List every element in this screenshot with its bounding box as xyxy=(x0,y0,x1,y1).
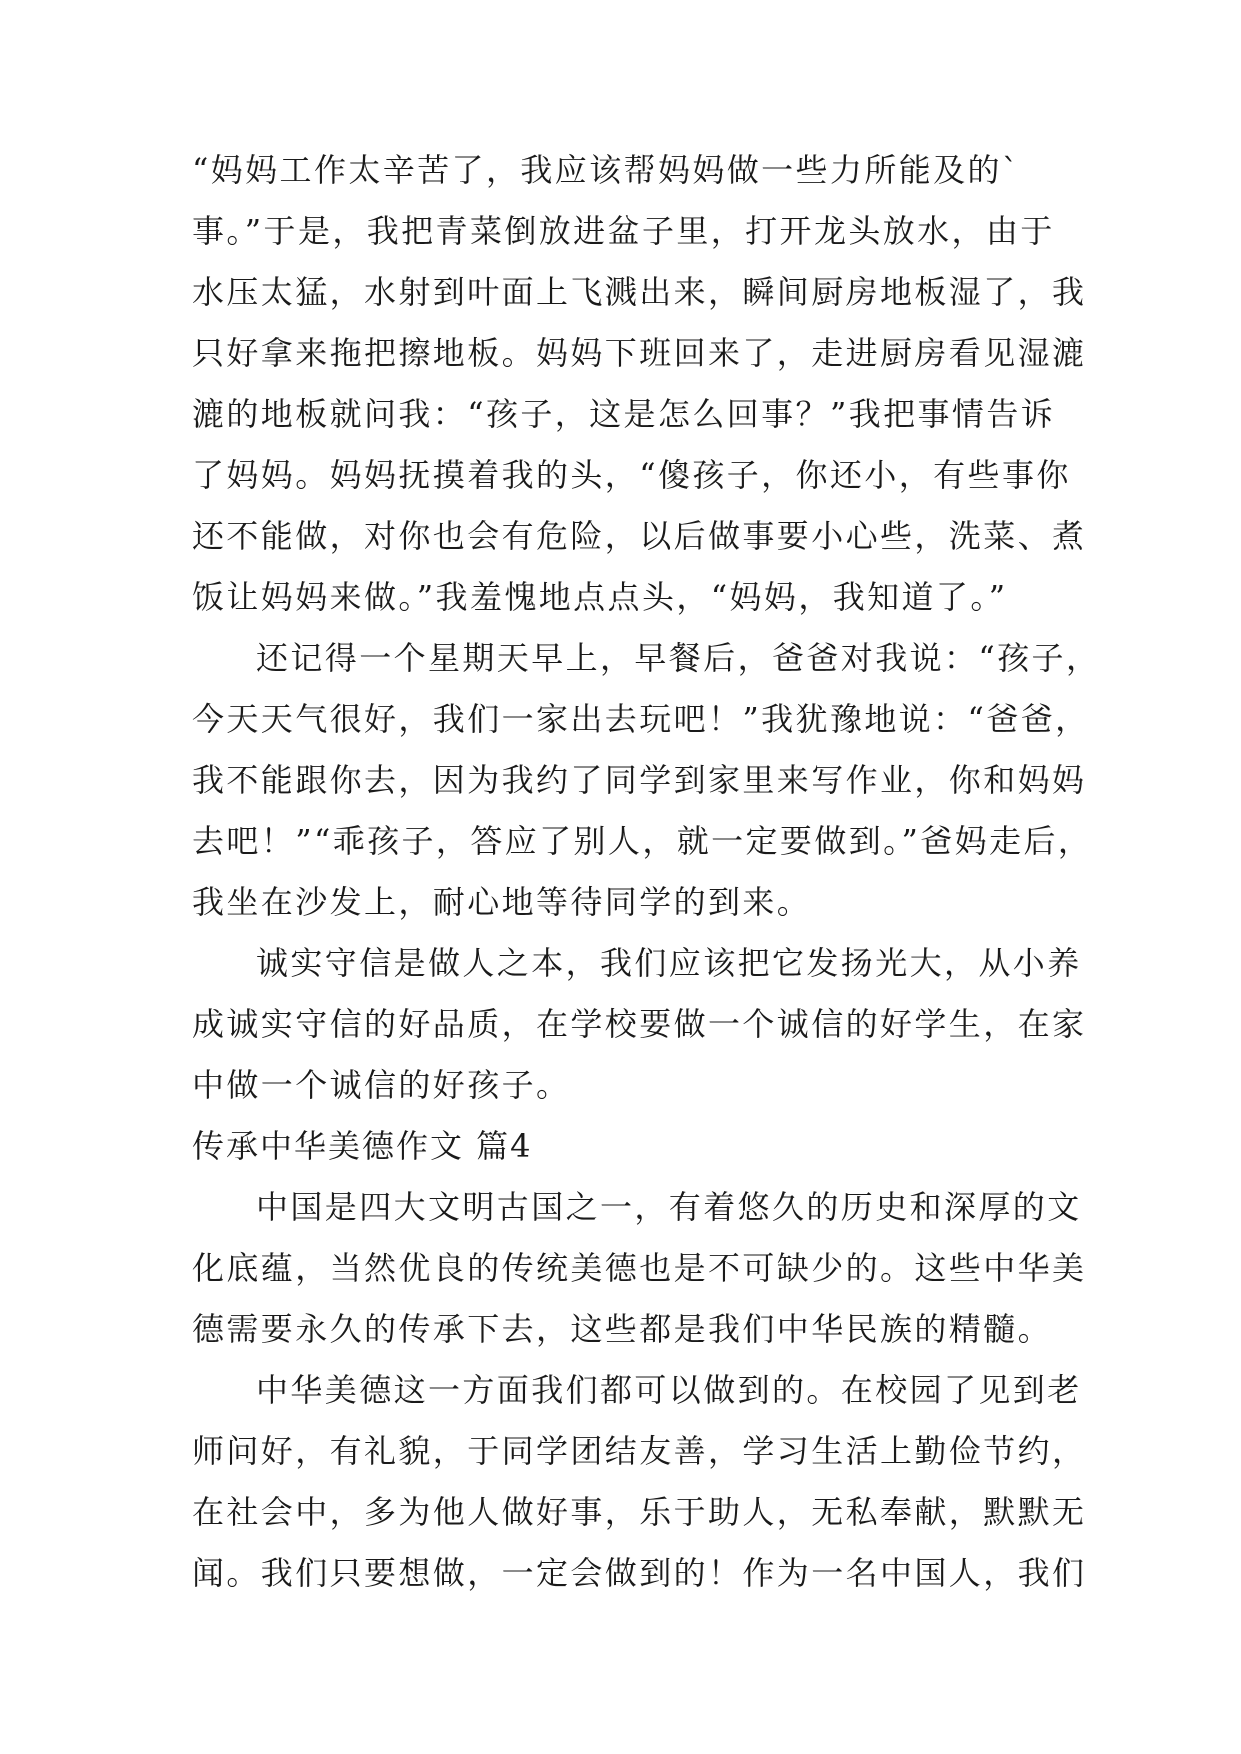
text-line: 只好拿来拖把擦地板。妈妈下班回来了，走进厨房看见湿漉 xyxy=(192,334,1087,372)
text-line: 还不能做，对你也会有危险，以后做事要小心些，洗菜、煮 xyxy=(192,517,1087,555)
text-line: “妈妈工作太辛苦了，我应该帮妈妈做一些力所能及的` xyxy=(192,151,1021,189)
text-line: 成诚实守信的好品质，在学校要做一个诚信的好学生，在家 xyxy=(192,1005,1087,1043)
text-line: 去吧！”“乖孩子，答应了别人，就一定要做到。”爸妈走后， xyxy=(192,822,1093,860)
section-heading: 传承中华美德作文 篇4 xyxy=(192,1127,533,1165)
text-line: 我坐在沙发上，耐心地等待同学的到来。 xyxy=(192,883,812,921)
text-line: 今天天气很好，我们一家出去玩吧！”我犹豫地说：“爸爸， xyxy=(192,700,1090,738)
text-line: 化底蕴，当然优良的传统美德也是不可缺少的。这些中华美 xyxy=(192,1249,1087,1287)
text-line: 中国是四大文明古国之一，有着悠久的历史和深厚的文 xyxy=(256,1188,1082,1226)
text-line: 我不能跟你去，因为我约了同学到家里来写作业，你和妈妈 xyxy=(192,761,1087,799)
text-line: 在社会中，多为他人做好事，乐于助人，无私奉献，默默无 xyxy=(192,1493,1087,1531)
text-line: 了妈妈。妈妈抚摸着我的头，“傻孩子，你还小，有些事你 xyxy=(192,456,1071,494)
text-line: 中做一个诚信的好孩子。 xyxy=(192,1066,571,1104)
text-line: 事。”于是，我把青菜倒放进盆子里，打开龙头放水，由于 xyxy=(192,212,1055,250)
text-line: 师问好，有礼貌，于同学团结友善，学习生活上勤俭节约， xyxy=(192,1432,1087,1470)
text-line: 饭让妈妈来做。”我羞愧地点点头，“妈妈，我知道了。” xyxy=(192,578,1008,616)
text-line: 德需要永久的传承下去，这些都是我们中华民族的精髓。 xyxy=(192,1310,1053,1348)
text-line: 水压太猛，水射到叶面上飞溅出来，瞬间厨房地板湿了，我 xyxy=(192,273,1087,311)
text-line: 漉的地板就问我：“孩子，这是怎么回事？”我把事情告诉 xyxy=(192,395,1056,433)
text-line: 中华美德这一方面我们都可以做到的。在校园了见到老 xyxy=(256,1371,1082,1409)
text-line: 闻。我们只要想做，一定会做到的！作为一名中国人，我们 xyxy=(192,1554,1087,1592)
text-line: 诚实守信是做人之本，我们应该把它发扬光大，从小养 xyxy=(256,944,1082,982)
text-line: 还记得一个星期天早上，早餐后，爸爸对我说：“孩子， xyxy=(256,639,1101,677)
